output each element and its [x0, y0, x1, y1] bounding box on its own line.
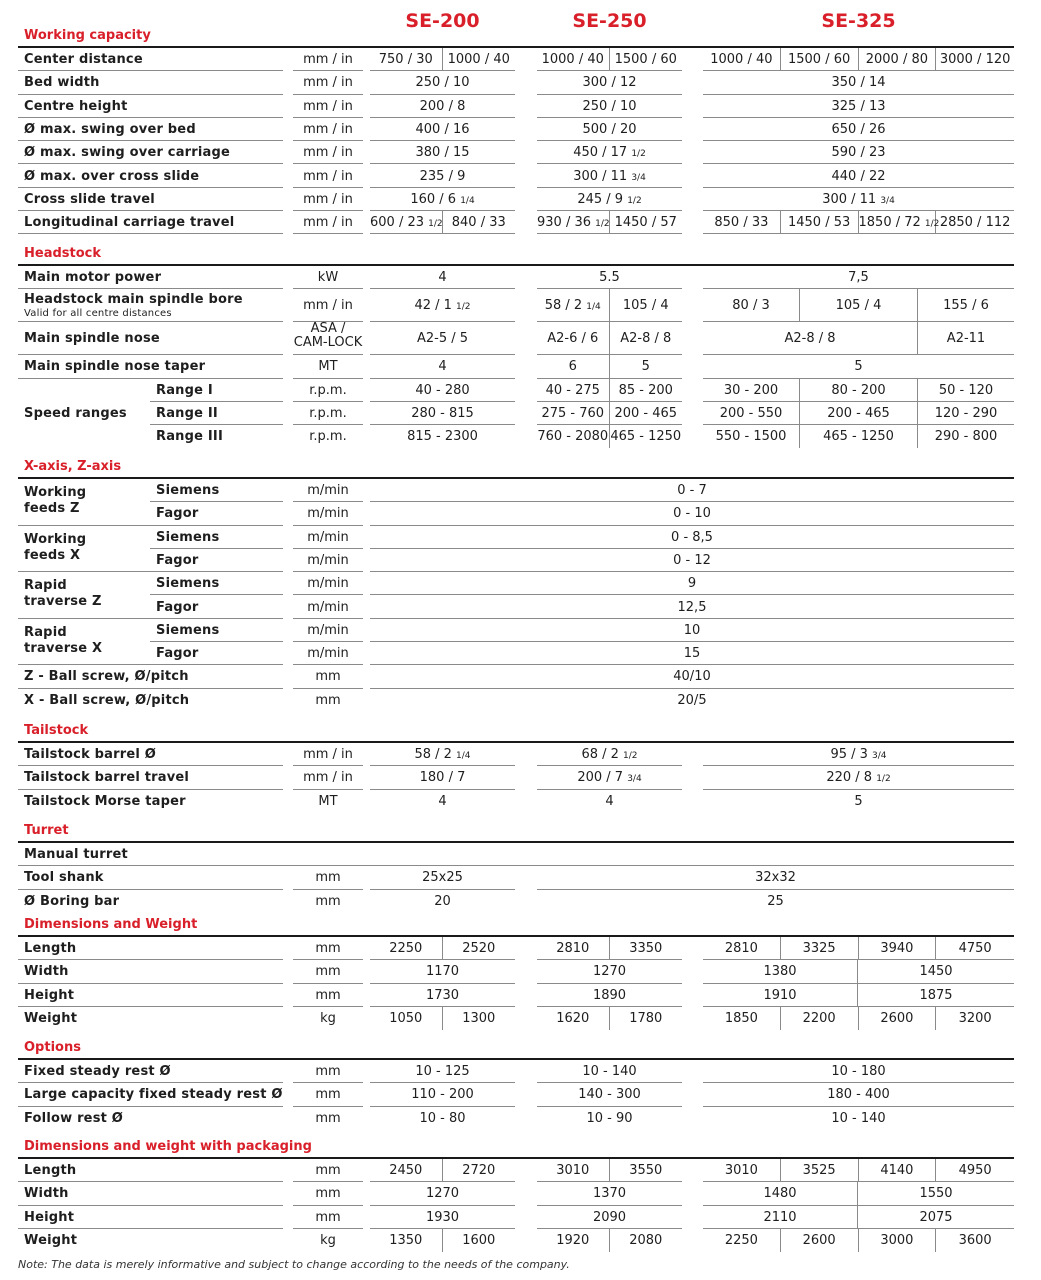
axis-unit: m/min [293, 596, 363, 619]
headstock-row-se325-value: 5 [703, 355, 1014, 378]
speed-range-label: Range II [150, 402, 283, 425]
headstock-row-se325-value: 80 / 3 [703, 289, 800, 322]
dimensions-se200-value: 2250 [370, 937, 443, 960]
working-capacity-row-se325-value: 850 / 33 [703, 211, 781, 234]
working-capacity-row-se200-value: 600 / 23 1/2 [370, 211, 443, 234]
turret-unit: mm [315, 893, 341, 909]
packaging-se200-value: 1600 [462, 1232, 496, 1248]
options-label: Fixed steady rest Ø [18, 1060, 283, 1083]
working-capacity-row-se325-value: 2000 / 80 [859, 48, 937, 71]
turret-se200-value: 25x25 [370, 866, 515, 889]
working-capacity-row-se325-value: 1000 / 40 [703, 48, 781, 71]
turret-label: Ø Boring bar [24, 893, 120, 909]
headstock-row-se250-value: A2-6 / 6 [537, 322, 610, 355]
working-capacity-row-se325-value: 325 / 13 [703, 95, 1014, 118]
speed-se250-value: 200 - 465 [610, 402, 683, 425]
working-capacity-row-unit: mm / in [293, 71, 363, 94]
tailstock-label: Tailstock barrel travel [18, 766, 283, 789]
headstock-row-label: Main spindle nose [18, 322, 283, 355]
tailstock-se200-value: 180 / 7 [370, 766, 515, 789]
packaging-se250-value: 1370 [537, 1182, 682, 1205]
dimensions-se325-value: 2600 [859, 1007, 937, 1030]
speed-se250-value: 465 - 1250 [610, 429, 682, 445]
dimensions-se200-value: 1300 [462, 1010, 496, 1026]
axis-control-label: Siemens [150, 526, 283, 549]
headstock-row-label: Main motor power [18, 266, 283, 289]
speed-range-unit: r.p.m. [309, 429, 347, 445]
turret-se250-325-value: 32x32 [537, 866, 1014, 889]
working-capacity-row-se250-value: 250 / 10 [537, 95, 682, 118]
working-capacity-row-se250-value: 300 / 12 [537, 71, 682, 94]
dimensions-label: Length [18, 937, 283, 960]
working-capacity-row-se200-value: 750 / 30 [370, 48, 443, 71]
axis-unit: m/min [293, 572, 363, 595]
working-capacity-row-se250-value: 1000 / 40 [537, 48, 610, 71]
headstock-row-se250-value: 6 [537, 355, 610, 378]
tailstock-se325-value: 220 / 8 1/2 [703, 766, 1014, 789]
dimensions-se325-value: 1910 [703, 984, 858, 1007]
working-capacity-row-label: Bed width [18, 71, 283, 94]
tailstock-se250-value: 4 [605, 793, 614, 809]
packaging-se200-value: 2450 [370, 1159, 443, 1182]
options-title: Options [24, 1040, 81, 1055]
dimensions-se325-value: 3940 [859, 937, 937, 960]
working-capacity-row-unit: mm / in [293, 95, 363, 118]
packaging-unit: mm [293, 1159, 363, 1182]
headstock-row-label: Main spindle nose taper [18, 355, 283, 378]
model-header-se250: SE-250 [572, 10, 647, 32]
sublabel: Valid for all centre distances [24, 308, 172, 320]
headstock-row-label: Headstock main spindle bore Valid for all centre distances [18, 289, 283, 322]
working-capacity-row-se250-value: 245 / 9 1/2 [537, 188, 682, 211]
speed-se325-value: 80 - 200 [800, 379, 918, 402]
working-capacity-row-unit: mm / in [293, 165, 363, 188]
speed-se200-value: 40 - 280 [370, 379, 515, 402]
dimensions-se325-value: 2810 [703, 937, 781, 960]
packaging-label: Height [18, 1206, 283, 1229]
packaging-se250-value: 3550 [610, 1159, 683, 1182]
headstock-row-se250-value: 5.5 [537, 266, 682, 289]
dimensions-se325-value: 4750 [936, 937, 1014, 960]
speed-se200-value: 280 - 815 [370, 402, 515, 425]
working-capacity-row-se325-value: 3000 / 120 [936, 48, 1014, 71]
headstock-row-se200-value: 4 [370, 266, 515, 289]
options-se325-value: 10 - 180 [703, 1060, 1014, 1083]
packaging-se250-value: 2080 [629, 1232, 663, 1248]
headstock-row-se325-value: 155 / 6 [918, 289, 1014, 322]
options-se325-value: 10 - 140 [831, 1110, 886, 1126]
options-se250-value: 10 - 140 [537, 1060, 682, 1083]
dimensions-se250-value: 3350 [610, 937, 683, 960]
axis-value: 0 - 10 [370, 502, 1014, 525]
working-capacity-row-label: Cross slide travel [18, 188, 283, 211]
packaging-se250-value: 2090 [537, 1206, 682, 1229]
axis-unit: m/min [293, 479, 363, 502]
packaging-se325-value: 3600 [958, 1232, 992, 1248]
working-capacity-row-se250-value: 500 / 20 [537, 118, 682, 141]
speed-range-label: Range III [156, 429, 223, 445]
headstock-row-se325-value: A2-8 / 8 [703, 322, 918, 355]
ball-screw-unit: mm [293, 665, 363, 688]
ball-screw-unit: mm [315, 692, 341, 708]
speed-se325-value: 550 - 1500 [703, 425, 800, 448]
tailstock-unit: mm / in [293, 766, 363, 789]
packaging-unit: mm [293, 1206, 363, 1229]
working-capacity-row-se200-value: 160 / 6 1/4 [370, 188, 515, 211]
packaging-se250-value: 3010 [537, 1159, 610, 1182]
speed-se200-value: 815 - 2300 [407, 429, 478, 445]
dimensions-title: Dimensions and Weight [24, 917, 198, 932]
headstock-title: Headstock [24, 246, 102, 261]
speed-ranges-label: Speed ranges [24, 405, 127, 421]
speed-se325-value: 120 - 290 [918, 402, 1014, 425]
options-se200-value: 10 - 125 [370, 1060, 515, 1083]
tailstock-se200-value: 4 [438, 793, 447, 809]
options-unit: mm [293, 1083, 363, 1106]
packaging-se325-value: 4950 [936, 1159, 1014, 1182]
packaging-se325-value: 1550 [858, 1182, 1014, 1205]
headstock-row-se200-value: 4 [370, 355, 515, 378]
packaging-se250-value: 1920 [537, 1229, 610, 1252]
headstock-row-se250-value: 5 [610, 355, 683, 378]
turret-label: Tool shank [18, 866, 283, 889]
working-capacity-row-se200-value: 200 / 8 [370, 95, 515, 118]
axis-control-label: Siemens [150, 572, 283, 595]
speed-se250-value: 85 - 200 [610, 379, 683, 402]
options-se250-value: 140 - 300 [537, 1083, 682, 1106]
working-capacity-row-se200-value: 250 / 10 [370, 71, 515, 94]
speed-se325-value: 200 - 550 [703, 402, 800, 425]
packaging-se325-value: 3000 [859, 1229, 937, 1252]
packaging-unit: kg [320, 1232, 336, 1248]
dimensions-se200-value: 1730 [370, 984, 515, 1007]
options-unit: mm [315, 1110, 341, 1126]
speed-se250-value: 40 - 275 [537, 379, 610, 402]
options-se250-value: 10 - 90 [586, 1110, 633, 1126]
packaging-label: Width [18, 1182, 283, 1205]
axis-unit: m/min [293, 549, 363, 572]
working-capacity-row-se250-value: 450 / 17 1/2 [537, 141, 682, 164]
ball-screw-label: Z - Ball screw, Ø/pitch [18, 665, 283, 688]
headstock-row-unit: mm / in [293, 289, 363, 322]
axis-group-label: Working feeds X [18, 526, 150, 573]
axes-title: X-axis, Z-axis [24, 459, 122, 474]
speed-se325-value: 30 - 200 [703, 379, 800, 402]
dimensions-label: Weight [24, 1010, 78, 1026]
tailstock-unit: mm / in [293, 743, 363, 766]
axis-group-label: Working feeds Z [18, 479, 150, 526]
working-capacity-row-se325-value: 440 / 22 [703, 165, 1014, 188]
working-capacity-row-se250-value: 1500 / 60 [610, 48, 683, 71]
turret-unit: mm [293, 866, 363, 889]
speed-se325-value: 200 - 465 [800, 402, 918, 425]
packaging-title: Dimensions and weight with packaging [24, 1139, 312, 1154]
tailstock-se250-value: 200 / 7 3/4 [537, 766, 682, 789]
tailstock-title: Tailstock [24, 723, 89, 738]
packaging-se325-value: 3010 [703, 1159, 781, 1182]
options-unit: mm [293, 1060, 363, 1083]
headstock-row-se325-value: 105 / 4 [800, 289, 918, 322]
tailstock-label: Tailstock barrel Ø [18, 743, 283, 766]
packaging-label: Weight [24, 1232, 78, 1248]
speed-range-unit: r.p.m. [293, 379, 363, 402]
manual-turret-label: Manual turret [18, 843, 1014, 866]
headstock-row-se325-value: A2-11 [918, 322, 1014, 355]
headstock-row-se200-value: 42 / 1 1/2 [370, 289, 515, 322]
headstock-row-unit: ASA / CAM-LOCK [293, 322, 363, 355]
headstock-row-se250-value: 105 / 4 [610, 289, 683, 322]
dimensions-se200-value: 1050 [370, 1007, 443, 1030]
headstock-row-se325-value: 7,5 [703, 266, 1014, 289]
working-capacity-row-se200-value: 840 / 33 [443, 211, 516, 234]
axis-value: 0 - 8,5 [370, 526, 1014, 549]
disclaimer-note: Note: The data is merely informative and subject to change according to the needs of the company. [18, 1258, 570, 1271]
dimensions-se250-value: 1270 [537, 960, 682, 983]
speed-se325-value: 50 - 120 [918, 379, 1014, 402]
options-label: Large capacity fixed steady rest Ø [18, 1083, 283, 1106]
working-capacity-row-se325-value: 2850 / 112 [936, 211, 1014, 234]
working-capacity-row-se325-value: 1450 / 53 [781, 211, 859, 234]
packaging-se325-value: 2110 [703, 1206, 858, 1229]
axis-unit: m/min [293, 502, 363, 525]
working-capacity-row-se250-value: 930 / 36 1/2 [537, 211, 610, 234]
packaging-se325-value: 2075 [858, 1206, 1014, 1229]
dimensions-se325-value: 1450 [858, 960, 1014, 983]
axis-control-label: Fagor [150, 502, 283, 525]
working-capacity-row-se200-value: 400 / 16 [370, 118, 515, 141]
dimensions-se325-value: 1380 [703, 960, 858, 983]
model-header-se325: SE-325 [821, 10, 896, 32]
working-capacity-row-se200-value: 235 / 9 [370, 165, 515, 188]
dimensions-se250-value: 1620 [537, 1007, 610, 1030]
dimensions-se325-value: 3325 [781, 937, 859, 960]
dimensions-se250-value: 1890 [537, 984, 682, 1007]
working-capacity-row-label: Ø max. swing over bed [18, 118, 283, 141]
headstock-row-unit: kW [293, 266, 363, 289]
working-capacity-row-se250-value: 1450 / 57 [610, 211, 683, 234]
speed-range-label: Range I [150, 379, 283, 402]
working-capacity-row-label: Center distance [18, 48, 283, 71]
working-capacity-row-label: Ø max. over cross slide [18, 165, 283, 188]
dimensions-se200-value: 2520 [443, 937, 516, 960]
speed-se325-value: 290 - 800 [934, 429, 998, 445]
packaging-se325-value: 2250 [703, 1229, 781, 1252]
packaging-se325-value: 2600 [781, 1229, 859, 1252]
working-capacity-row-unit: mm / in [293, 48, 363, 71]
speed-se250-value: 760 - 2080 [537, 425, 610, 448]
working-capacity-row-unit: mm / in [293, 211, 363, 234]
dimensions-se325-value: 1850 [703, 1007, 781, 1030]
dimensions-se325-value: 1875 [858, 984, 1014, 1007]
working-capacity-row-label: Ø max. swing over carriage [18, 141, 283, 164]
working-capacity-row-se325-value: 1500 / 60 [781, 48, 859, 71]
axis-unit: m/min [293, 642, 363, 665]
headstock-row-se200-value: A2-5 / 5 [370, 322, 515, 355]
tailstock-unit: MT [318, 793, 338, 809]
packaging-se325-value: 3525 [781, 1159, 859, 1182]
working-capacity-row-se325-value: 650 / 26 [703, 118, 1014, 141]
turret-se250-325-value: 25 [767, 893, 784, 909]
axis-value: 12,5 [370, 596, 1014, 619]
speed-range-unit: r.p.m. [293, 402, 363, 425]
options-label: Follow rest Ø [24, 1110, 124, 1126]
working-capacity-row-se250-value: 300 / 11 3/4 [537, 165, 682, 188]
turret-se200-value: 20 [434, 893, 451, 909]
packaging-se200-value: 1270 [370, 1182, 515, 1205]
packaging-unit: mm [293, 1182, 363, 1205]
packaging-se325-value: 1480 [703, 1182, 858, 1205]
turret-title: Turret [24, 823, 69, 838]
packaging-se200-value: 1930 [370, 1206, 515, 1229]
axis-control-label: Fagor [150, 549, 283, 572]
ball-screw-value: 20/5 [677, 692, 707, 708]
dimensions-se200-value: 1170 [370, 960, 515, 983]
tailstock-se250-value: 68 / 2 1/2 [537, 743, 682, 766]
tailstock-se200-value: 58 / 2 1/4 [370, 743, 515, 766]
axis-unit: m/min [293, 526, 363, 549]
packaging-label: Length [18, 1159, 283, 1182]
headstock-row-unit: MT [293, 355, 363, 378]
axis-group-label: Rapid traverse Z [18, 572, 150, 619]
working-capacity-row-se325-value: 1850 / 72 1/2 [859, 211, 937, 234]
dimensions-se250-value: 1780 [629, 1010, 663, 1026]
ball-screw-label: X - Ball screw, Ø/pitch [24, 692, 190, 708]
speed-se325-value: 465 - 1250 [800, 425, 918, 448]
axis-value: 0 - 7 [370, 479, 1014, 502]
headstock-row-se250-value: 58 / 2 1/4 [537, 289, 610, 322]
axis-value: 0 - 12 [370, 549, 1014, 572]
working-capacity-row-unit: mm / in [293, 141, 363, 164]
tailstock-se325-value: 5 [854, 793, 863, 809]
axis-control-label: Fagor [150, 596, 283, 619]
working-capacity-row-unit: mm / in [293, 188, 363, 211]
axis-value: 10 [370, 619, 1014, 642]
dimensions-unit: mm [293, 937, 363, 960]
dimensions-se250-value: 2810 [537, 937, 610, 960]
axis-unit: m/min [293, 619, 363, 642]
working-capacity-row-label: Centre height [18, 95, 283, 118]
working-capacity-row-label: Longitudinal carriage travel [18, 211, 283, 234]
axis-control-label: Fagor [150, 642, 283, 665]
working-capacity-row-se325-value: 590 / 23 [703, 141, 1014, 164]
packaging-se200-value: 2720 [443, 1159, 516, 1182]
packaging-se200-value: 1350 [370, 1229, 443, 1252]
axis-group-label: Rapid traverse X [18, 619, 150, 666]
working-capacity-title: Working capacity [24, 28, 151, 43]
ball-screw-value: 40/10 [370, 665, 1014, 688]
speed-se250-value: 275 - 760 [537, 402, 610, 425]
dimensions-label: Width [18, 960, 283, 983]
working-capacity-row-se200-value: 1000 / 40 [443, 48, 516, 71]
axis-control-label: Siemens [150, 619, 283, 642]
options-se200-value: 110 - 200 [370, 1083, 515, 1106]
working-capacity-row-unit: mm / in [293, 118, 363, 141]
working-capacity-row-se325-value: 350 / 14 [703, 71, 1014, 94]
working-capacity-row-se200-value: 380 / 15 [370, 141, 515, 164]
options-se200-value: 10 - 80 [419, 1110, 466, 1126]
dimensions-se325-value: 2200 [781, 1007, 859, 1030]
axis-control-label: Siemens [150, 479, 283, 502]
dimensions-unit: mm [293, 984, 363, 1007]
options-se325-value: 180 - 400 [703, 1083, 1014, 1106]
dimensions-unit: mm [293, 960, 363, 983]
dimensions-unit: kg [320, 1010, 336, 1026]
axis-value: 9 [370, 572, 1014, 595]
headstock-row-se250-value: A2-8 / 8 [610, 322, 683, 355]
working-capacity-row-se325-value: 300 / 11 3/4 [703, 188, 1014, 211]
dimensions-label: Height [18, 984, 283, 1007]
axis-value: 15 [370, 642, 1014, 665]
tailstock-se325-value: 95 / 3 3/4 [703, 743, 1014, 766]
dimensions-se325-value: 3200 [958, 1010, 992, 1026]
tailstock-label: Tailstock Morse taper [24, 793, 186, 809]
packaging-se325-value: 4140 [859, 1159, 937, 1182]
model-header-se200: SE-200 [405, 10, 480, 32]
